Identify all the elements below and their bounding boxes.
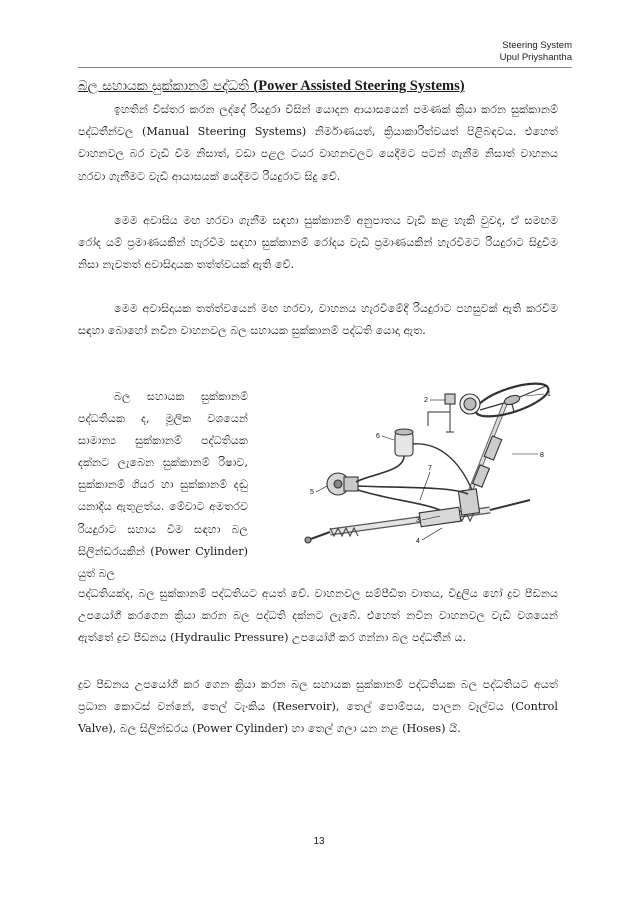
- page-number: 13: [313, 836, 325, 847]
- section-title-english: (Power Assisted Steering Systems): [253, 78, 465, 94]
- header-title: Steering System: [502, 40, 572, 51]
- running-header: [500, 40, 572, 64]
- callout-1: 1: [547, 391, 551, 398]
- callout-4: 4: [416, 538, 420, 545]
- callout-5: 5: [310, 489, 314, 496]
- section-title-sinhala: බල සහායක සුක්කානම් පද්ධති: [78, 78, 250, 94]
- section-title: [78, 77, 568, 95]
- paragraph-2: මෙම අවාසිය මඟ හරවා ගැනීම සඳහා සුක්කානම් අනුපාතය වැඩි කළ හැකි වුවද, ඒ සමඟම රෝද යම් ප්‍රමාණයකින් හැරවීම සඳහා සුක්කානම් රෝදය වැඩි ප්‍රමාණයකින් හැරවීමට රියදුරාට සිදුවීම නිසා නැවතත් අවාසිදායක තත්ත්වයක් ඇති වේ.: [78, 214, 558, 272]
- header-rule: [78, 67, 572, 68]
- callout-3: 3: [416, 517, 420, 524]
- callout-8: 8: [540, 452, 544, 459]
- paragraph-3: මෙම අවාසිදායක තත්ත්වයෙන් මඟ හරවා, වාහනය හැරවීමේදී රියදුරාට පහසුවක් ඇති කරවීම සඳහා බොහෝ නවීන වාහනවල බල සහායක සුක්කානම් පද්ධති යොදා ඇත.: [78, 302, 558, 338]
- paragraph-5: ද්‍රව පීඩනය උපයෝගී කර ගෙන ක්‍රියා කරන බල සහායක සුක්කානම් පද්ධතියක බල පද්ධතියට අයත් ප්‍රධාන කොටස් වන්නේ, තෙල් ටැංකිය (Reservoir), තෙල් පොම්පය, පාලන වෑල්වය (Control Valve), බල සිලින්ඩරය (Power Cylinder) හා තෙල් ගලා යන නළ (Hoses) යි.: [78, 678, 558, 736]
- steering-system-diagram: [300, 382, 558, 554]
- paragraph-1: ඉහතින් විස්තර කරන ලද්දේ රියදුරා විසින් යොදන ආයාසයෙන් පමණක් ක්‍රියා කරන සුක්කානම් පද්ධතීන්වල (Manual Steering Systems) නිර්මාණයත්, ක්‍රියාකාරිත්වයත් පිළිබඳවය. එහෙත් වාහනවල බර වැඩි වීම නිසාත්, වඩා පළල ටයර වාහනවලට යෙදීමට පටන් ගැනීම නිසාත් වාහනය හරවා ගැනීමට වැඩි ආයාසයක් යෙදීමට රියදුරාට සිදු වේ.: [78, 103, 558, 183]
- callout-6: 6: [376, 433, 380, 440]
- paragraph-4: බල සහායක සුක්කානම් පද්ධතියක ද, මූලික වශයෙන් සාමාන්‍ය සුක්කානම් පද්ධතියක දක්නට ලැබෙන සුක්කානම් රිෂාව, සුක්කානම් ගියර හා සුක්කානම් දඬු යනාදිය ඇතුළත්ය. මේවාට අමතරව රියදුරාට සහාය වීම සඳහා බල සිලින්ඩරයකින් (Power Cylinder) යුත් බල: [78, 390, 248, 580]
- callout-2: 2: [424, 397, 428, 404]
- paragraph-4-continued: පද්ධතියක්ද, බල සුක්කානම් පද්ධතියට අයත් වේ. වාහනවල සම්පීඩිත වාතය, විදුලිය හෝ ද්‍රව පීඩනය උපයෝගී කරගෙන ක්‍රියා කරන බල පද්ධති දක්නට ලැබේ. එහෙත් නවීන වාහනවල වැඩි වශයෙන් ඇත්තේ ද්‍රව පීඩනය (Hydraulic Pressure) උපයෝගී කර ගන්නා බල පද්ධතීන් ය.: [78, 587, 558, 645]
- callout-7: 7: [428, 465, 432, 472]
- header-author: Upul Priyshantha: [499, 52, 572, 63]
